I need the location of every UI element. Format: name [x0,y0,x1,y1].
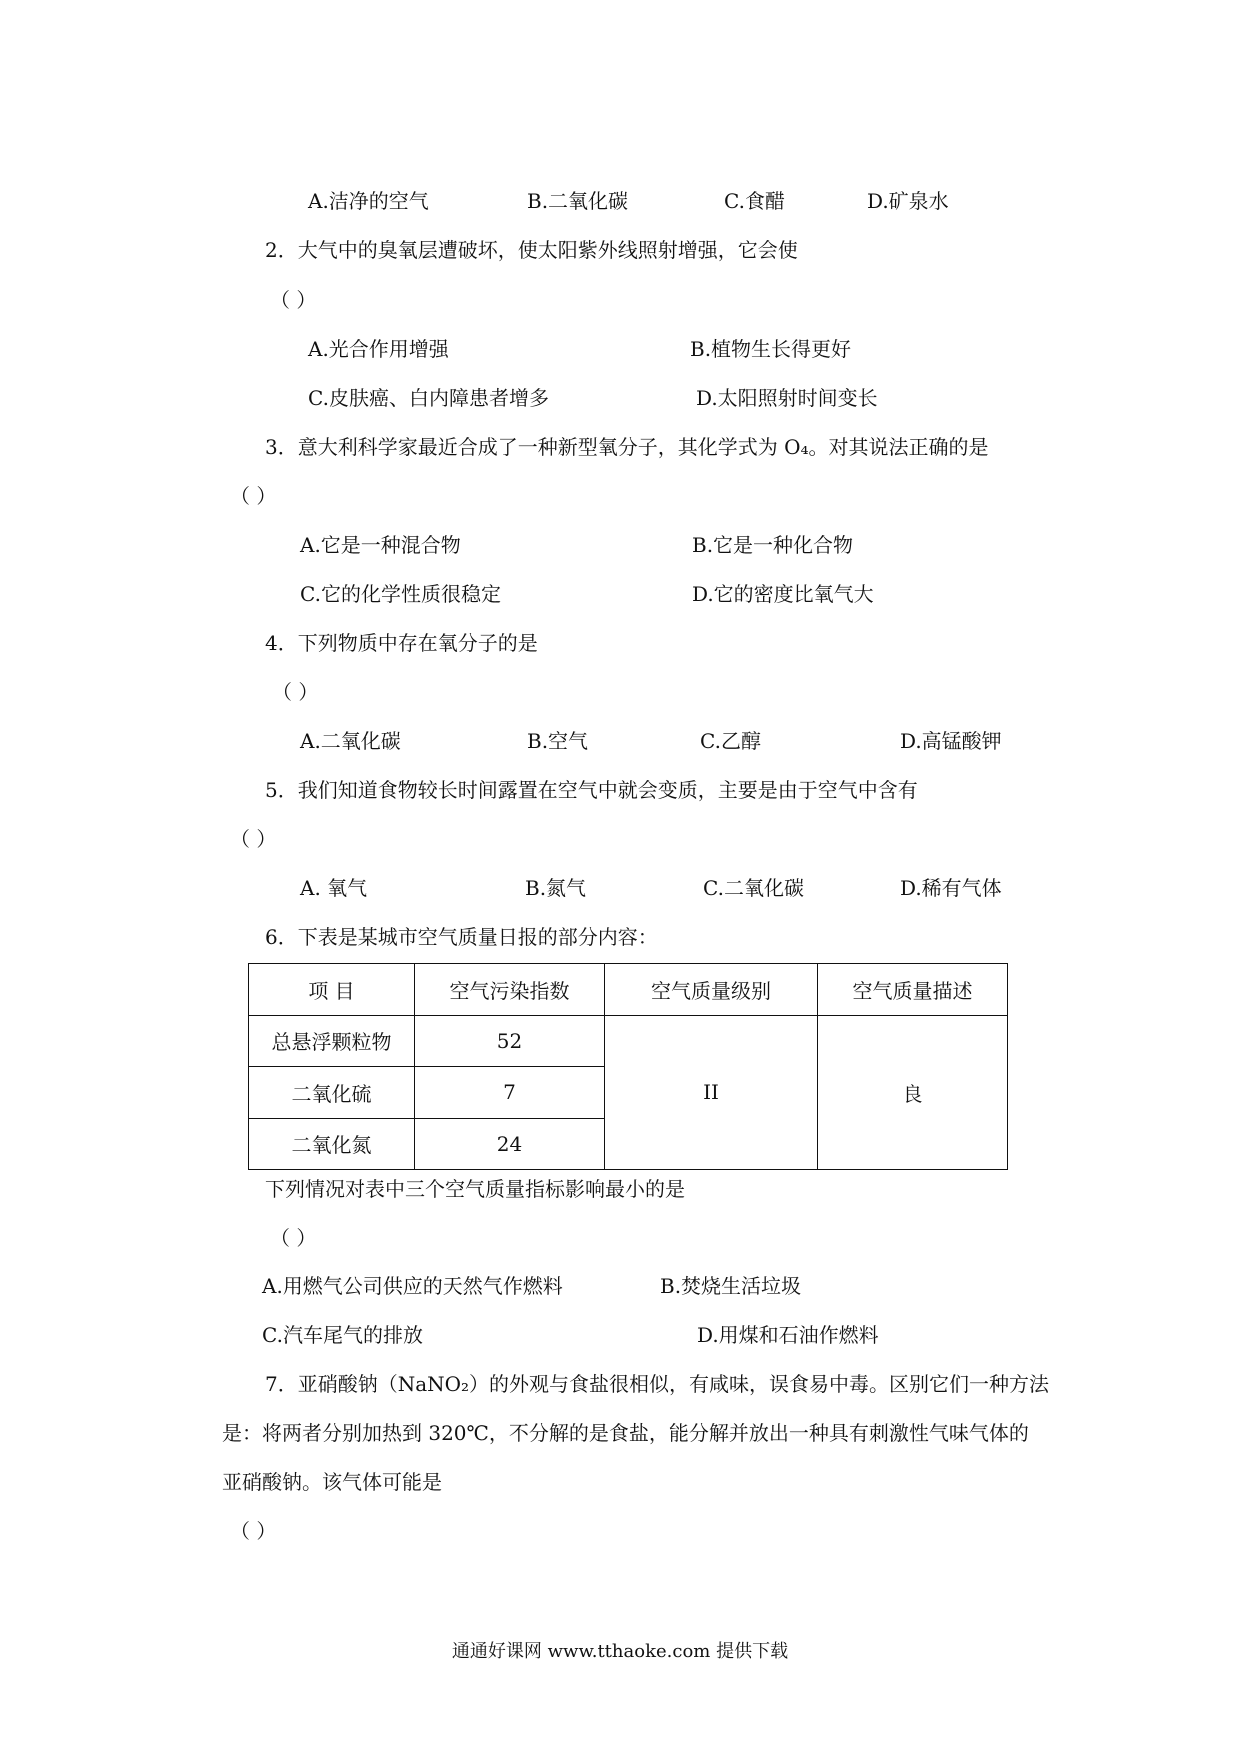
q5-option-a: A. 氧气 [300,876,368,900]
row-item: 二氧化硫 [249,1067,415,1119]
table-level-cell: II [605,1015,818,1170]
q2-stem: 2．大气中的臭氧层遭破坏，使太阳紫外线照射增强，它会使 [265,238,798,262]
air-quality-table [248,963,1008,1170]
q3-option-a: A.它是一种混合物 [300,533,461,557]
q4-option-a: A.二氧化碳 [300,729,401,753]
table-row [249,1015,1008,1067]
table-description-cell: 良 [818,1015,1008,1170]
q2-option-c: C.皮肤癌、白内障患者增多 [308,386,549,410]
q2-answer-paren: （ ） [270,288,317,312]
q4-answer-paren: （ ） [272,680,319,704]
q7-answer-paren: （ ） [230,1519,277,1543]
table-header-item: 项 目 [249,964,415,1016]
q6-option-a: A.用燃气公司供应的天然气作燃料 [262,1274,563,1298]
q3-option-d: D.它的密度比氧气大 [692,582,874,606]
q4-option-c: C.乙醇 [700,729,761,753]
row-index: 24 [415,1118,605,1170]
q5-stem: 5．我们知道食物较长时间露置在空气中就会变质，主要是由于空气中含有 [265,778,918,802]
q4-stem: 4．下列物质中存在氧分子的是 [265,631,538,655]
q1-option-c: C.食醋 [724,189,785,213]
q5-answer-paren: （ ） [230,827,277,851]
q5-option-b: B.氮气 [525,876,587,900]
table-header-index: 空气污染指数 [415,964,605,1016]
q3-option-b: B.它是一种化合物 [692,533,854,557]
row-item: 总悬浮颗粒物 [249,1015,415,1067]
q2-option-a: A.光合作用增强 [308,337,449,361]
q4-option-b: B.空气 [527,729,589,753]
row-index: 7 [415,1067,605,1119]
q6-option-c: C.汽车尾气的排放 [262,1323,423,1347]
q6-stem: 6．下表是某城市空气质量日报的部分内容： [265,925,658,949]
q3-stem: 3．意大利科学家最近合成了一种新型氧分子，其化学式为 O₄。对其说法正确的是 [265,435,989,459]
q7-line-3: 亚硝酸钠。该气体可能是 [222,1470,442,1494]
q1-option-d: D.矿泉水 [867,189,949,213]
table-header-level: 空气质量级别 [605,964,818,1016]
row-index: 52 [415,1015,605,1067]
q1-option-a: A.洁净的空气 [308,189,429,213]
row-item: 二氧化氮 [249,1118,415,1170]
q2-option-d: D.太阳照射时间变长 [696,386,878,410]
q5-option-c: C.二氧化碳 [703,876,804,900]
q2-option-b: B.植物生长得更好 [690,337,852,361]
q6-answer-paren: （ ） [270,1226,317,1250]
q3-answer-paren: （ ） [230,484,277,508]
q6-followup-stem: 下列情况对表中三个空气质量指标影响最小的是 [265,1177,685,1201]
q5-option-d: D.稀有气体 [900,876,1002,900]
table-header-description: 空气质量描述 [818,964,1008,1016]
q3-option-c: C.它的化学性质很稳定 [300,582,501,606]
q7-line-2: 是：将两者分别加热到 320℃，不分解的是食盐，能分解并放出一种具有刺激性气味气体的 [222,1421,1029,1445]
page-footer: 通通好课网 www.tthaoke.com 提供下载 [451,1641,789,1662]
q4-option-d: D.高锰酸钾 [900,729,1002,753]
q1-option-b: B.二氧化碳 [527,189,629,213]
q7-line-1: 7．亚硝酸钠（NaNO₂）的外观与食盐很相似，有咸味，误食易中毒。区别它们一种方法 [265,1372,1050,1396]
q6-option-b: B.焚烧生活垃圾 [660,1274,802,1298]
q6-option-d: D.用煤和石油作燃料 [697,1323,879,1347]
